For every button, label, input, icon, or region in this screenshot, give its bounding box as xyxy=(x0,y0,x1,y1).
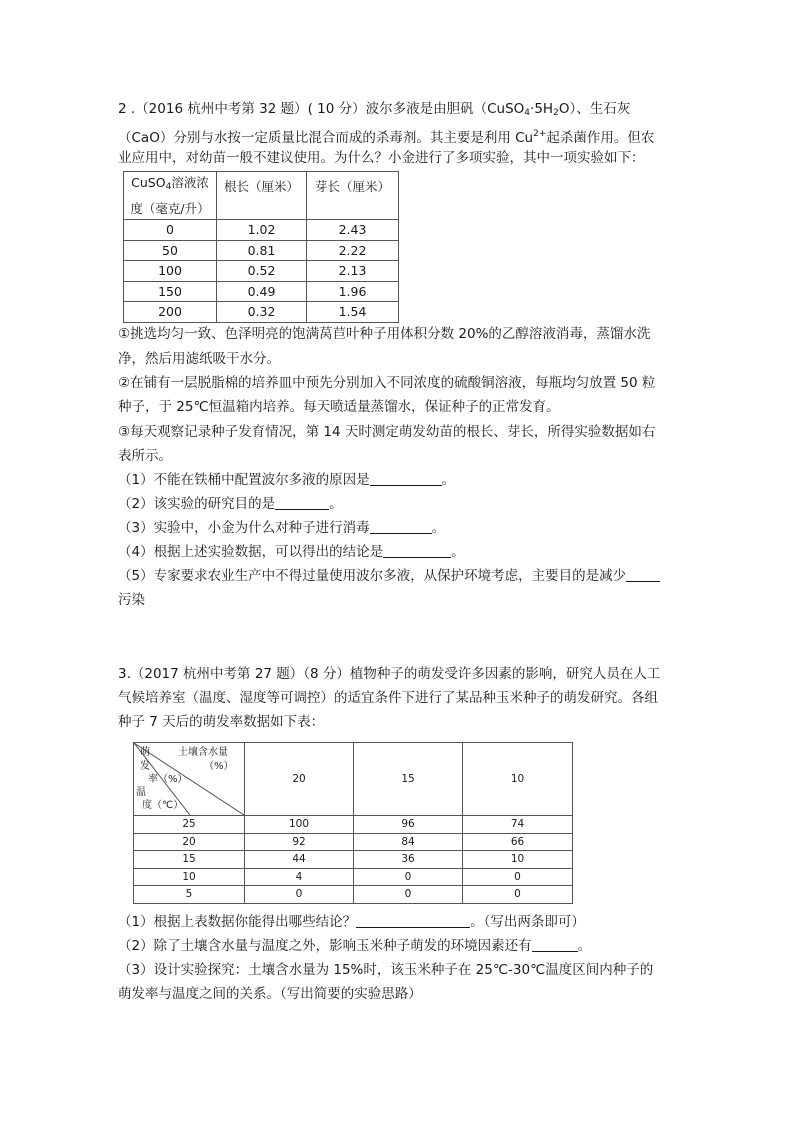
q2-subq-3: （3）实验中，小金为什么对种子进行消毒 。 xyxy=(118,520,446,536)
table-row: 20 92 84 66 xyxy=(134,833,573,851)
col-header-concentration: CuSO$_4$溶液浓 度（毫克/升） xyxy=(124,172,217,220)
table-row: 15 44 36 10 xyxy=(134,851,573,869)
q2-line-2: （CaO）分别与水按一定质量比混合而成的杀毒剂。其主要是利用 $Cu^{2+}$起杀菌作用。但农 xyxy=(118,129,655,146)
q2-line-1: 2 .（2016 杭州中考第 32 题）( 10 分）波尔多液是由胆矾$(CuSO_4\cdot 5H_2O)$、生石灰 xyxy=(118,101,631,118)
q2-step-1b: 净，然后用滤纸吸干水分。 xyxy=(118,351,280,367)
q2-subq-4: （4）根据上述实验数据，可以得出的结论是 。 xyxy=(118,544,465,560)
table-row: 100 0.52 2.13 xyxy=(124,261,399,282)
q2-line-3: 业应用中，对幼苗一般不建议使用。为什么？小金进行了多项实验，其中一项实验如下： xyxy=(118,150,645,166)
diag-label-moisture: 土壤含水量 xyxy=(178,747,228,758)
q2-step-3b: 表所示。 xyxy=(118,448,172,464)
q3-subq-2: （2）除了土壤含水量与温度之外，影响玉米种子萌发的环境因素还有 。 xyxy=(118,938,592,954)
q3-subq-3a: （3）设计实验探究：土壤含水量为 15%时，该玉米种子在 25℃-30℃温度区间内种子的 xyxy=(118,962,654,978)
q2-step-2b: 种子，于 25℃恒温箱内培养。每天喷适量蒸馏水，保证种子的正常发育。 xyxy=(118,399,560,415)
answer-blank[interactable] xyxy=(370,519,432,534)
table-row: 25 100 96 74 xyxy=(134,816,573,834)
diag-label-meng: 萌 xyxy=(140,747,150,758)
q2-subq-1: （1）不能在铁桶中配置波尔多液的原因是 。 xyxy=(118,472,456,488)
col-header-moisture-15: 15 xyxy=(354,743,463,816)
diag-label-temp: 度（℃） xyxy=(142,800,184,811)
q2-step-2a: ②在铺有一层脱脂棉的培养皿中预先分别加入不同浓度的硫酸铜溶液，每瓶均匀放置 50 粒 xyxy=(118,375,656,391)
col-header-moisture-10: 10 xyxy=(463,743,573,816)
q2-subq-5: （5）专家要求农业生产中不得过量使用波尔多液，从保护环境考虑，主要目的是减少 xyxy=(118,566,660,586)
col-header-root: 根长（厘米） xyxy=(217,172,307,220)
table-row: 200 0.32 1.54 xyxy=(124,302,399,323)
answer-blank[interactable] xyxy=(532,937,578,952)
table-row: 10 4 0 0 xyxy=(134,868,573,886)
table-row: 50 0.81 2.22 xyxy=(124,240,399,261)
table-row: 150 0.49 1.96 xyxy=(124,281,399,302)
answer-blank[interactable] xyxy=(370,471,442,486)
q2-step-3a: ③每天观察记录种子发育情况，第 14 天时测定萌发幼苗的根长、芽长，所得实验数据如右 xyxy=(118,424,656,440)
q2-subq-5-tail: 污染 xyxy=(118,592,145,608)
q2-step-1a: ①挑选均匀一致、色泽明亮的饱满莴苣叶种子用体积分数 20%的乙醇溶液消毒，蒸馏水洗 xyxy=(118,326,651,342)
diag-label-rate: 率（%） xyxy=(148,774,188,785)
diag-label-fa: 发 xyxy=(140,761,150,772)
diagonal-header-cell xyxy=(134,743,245,816)
answer-blank[interactable] xyxy=(356,913,470,928)
q3-line-3: 种子 7 天后的萌发率数据如下表： xyxy=(118,714,325,730)
diag-label-pct: （%） xyxy=(204,761,234,772)
answer-blank[interactable] xyxy=(626,567,660,582)
table-row: 0 1.02 2.43 xyxy=(124,220,399,241)
q2-subq-2: （2）该实验的研究目的是 。 xyxy=(118,496,343,512)
answer-blank[interactable] xyxy=(275,495,329,510)
col-header-bud: 芽长（厘米） xyxy=(307,172,399,220)
q2-data-table xyxy=(123,171,399,323)
q3-line-1: 3.（2017 杭州中考第 27 题）（8 分）植物种子的萌发受许多因素的影响，研究人员在人工 xyxy=(118,666,661,682)
q3-data-table xyxy=(133,742,573,904)
q3-line-2: 气候培养室（温度、湿度等可调控）的适宜条件下进行了某品种玉米种子的萌发研究。各组 xyxy=(118,690,658,706)
table-row: 5 0 0 0 xyxy=(134,886,573,904)
answer-blank[interactable] xyxy=(383,543,451,558)
q3-subq-3b: 萌发率与温度之间的关系。（写出简要的实验思路） xyxy=(118,986,422,1002)
q3-subq-1: （1）根据上表数据你能得出哪些结论？ 。（写出两条即可） xyxy=(118,914,585,930)
col-header-moisture-20: 20 xyxy=(245,743,354,816)
diag-label-wen: 温 xyxy=(136,787,146,798)
